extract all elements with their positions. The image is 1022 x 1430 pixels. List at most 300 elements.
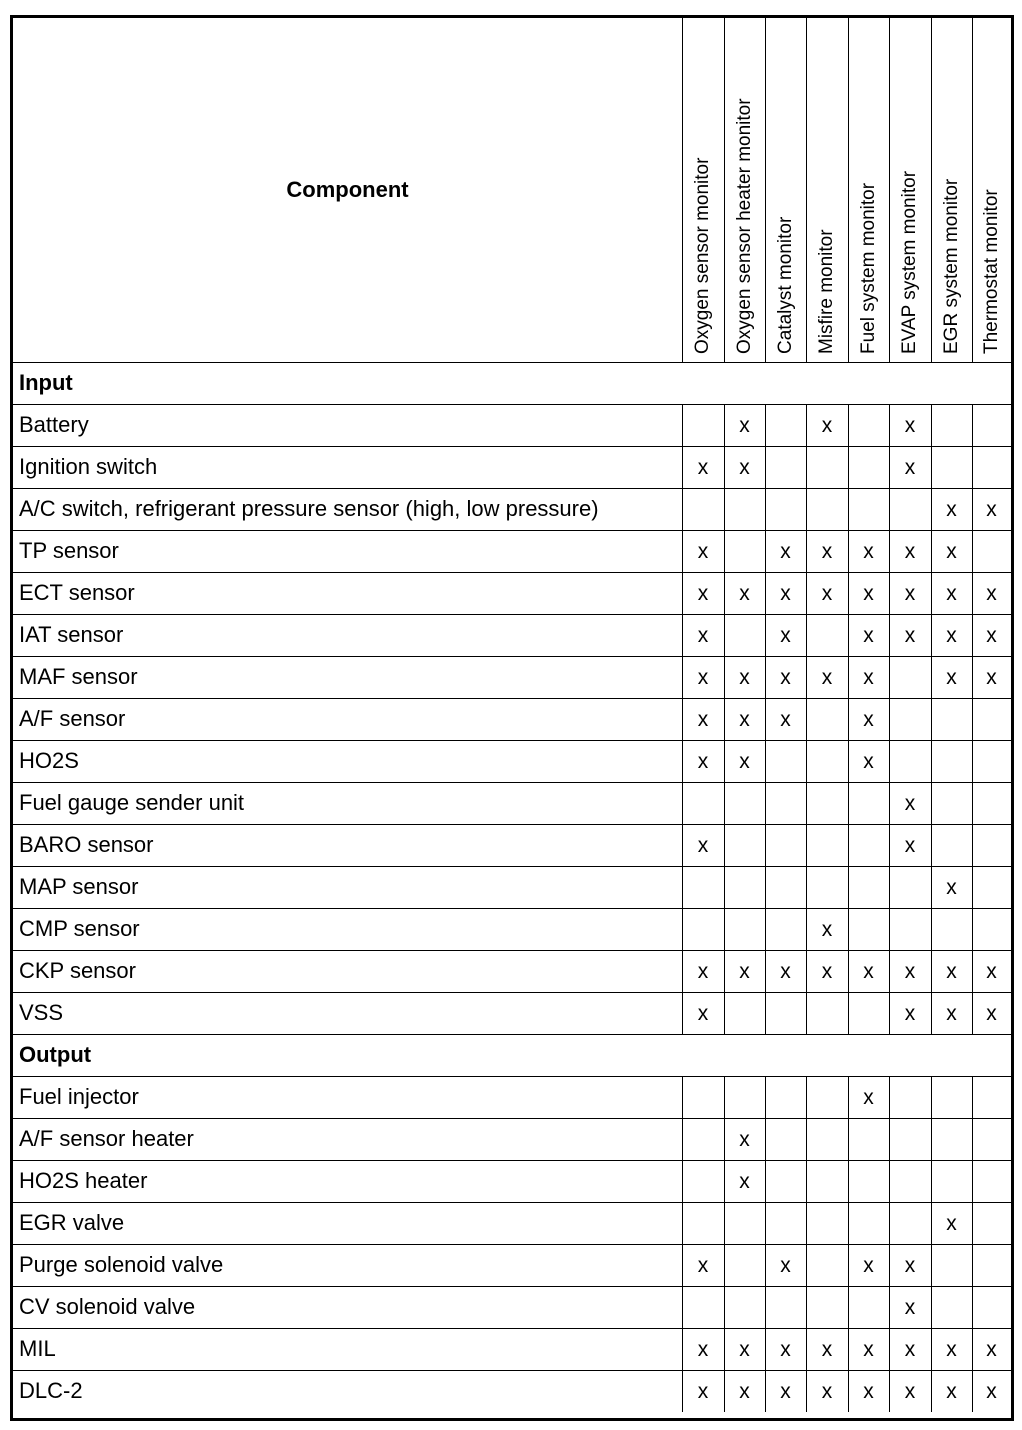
table-row — [13, 866, 1011, 908]
grid-line — [13, 362, 1011, 363]
monitor-cell: x — [821, 540, 833, 563]
grid-line — [972, 1244, 973, 1286]
monitor-cell: x — [946, 666, 957, 689]
monitor-cell: x — [821, 1380, 833, 1403]
table-row — [13, 488, 1011, 530]
monitor-cell — [972, 446, 1011, 488]
grid-line — [972, 992, 973, 1034]
monitor-cell — [682, 782, 724, 824]
grid-line — [806, 530, 807, 572]
grid-line — [806, 404, 807, 446]
grid-line — [682, 404, 683, 446]
monitor-cell — [972, 404, 1011, 446]
monitor-cell — [848, 1202, 889, 1244]
grid-line — [972, 866, 973, 908]
grid-line — [682, 740, 683, 782]
grid-line — [931, 740, 932, 782]
monitor-cell — [848, 866, 889, 908]
grid-line — [806, 992, 807, 1034]
grid-line — [931, 698, 932, 740]
grid-line — [682, 1328, 683, 1370]
monitor-cell — [765, 446, 806, 488]
grid-line — [848, 1244, 849, 1286]
grid-line — [765, 824, 766, 866]
grid-line — [682, 656, 683, 698]
grid-line — [724, 1118, 725, 1160]
grid-line — [682, 1244, 683, 1286]
grid-line — [682, 866, 683, 908]
table-row — [13, 992, 1011, 1034]
monitor-cell — [806, 1160, 848, 1202]
grid-line — [13, 908, 1011, 909]
grid-line — [765, 1370, 766, 1412]
grid-line — [724, 488, 725, 530]
grid-line — [848, 824, 849, 866]
monitor-cell — [848, 488, 889, 530]
grid-line — [889, 1202, 890, 1244]
component-label: A/C switch, refrigerant pressure sensor (high, low pressure) — [19, 496, 599, 521]
monitor-cell — [806, 992, 848, 1034]
monitor-column-label: EVAP system monitor — [899, 170, 920, 354]
grid-line — [13, 992, 1011, 993]
monitor-column-header — [724, 18, 765, 362]
grid-line — [13, 614, 1011, 615]
monitor-cell: x — [697, 1338, 709, 1361]
grid-line — [848, 656, 849, 698]
monitor-cell — [806, 824, 848, 866]
grid-line — [931, 404, 932, 446]
monitor-cell — [724, 782, 765, 824]
monitor-cell: x — [946, 540, 957, 563]
monitor-cell — [889, 656, 931, 698]
grid-line — [13, 950, 1011, 951]
monitor-column-header — [682, 18, 724, 362]
grid-line — [931, 488, 932, 530]
monitor-cell — [972, 1076, 1011, 1118]
monitor-cell: x — [697, 540, 709, 563]
grid-line — [931, 1244, 932, 1286]
monitor-cell: x — [821, 918, 833, 941]
grid-line — [765, 18, 766, 362]
monitor-cell: x — [904, 960, 916, 983]
monitor-column-label: Fuel system monitor — [857, 182, 879, 354]
monitor-cell: x — [863, 624, 874, 647]
grid-line — [848, 572, 849, 614]
monitor-cell: x — [739, 1380, 750, 1403]
monitor-cell — [806, 488, 848, 530]
grid-line — [931, 1286, 932, 1328]
grid-line — [806, 698, 807, 740]
grid-line — [889, 572, 890, 614]
monitor-cell — [806, 782, 848, 824]
monitor-cell: x — [739, 1128, 750, 1151]
grid-line — [682, 782, 683, 824]
monitor-cell: x — [986, 960, 997, 983]
grid-line — [972, 1118, 973, 1160]
grid-line — [848, 488, 849, 530]
monitor-cell — [972, 1118, 1011, 1160]
monitor-cell — [848, 1160, 889, 1202]
grid-line — [682, 1286, 683, 1328]
monitor-cell: x — [863, 1338, 874, 1361]
grid-line — [931, 824, 932, 866]
grid-line — [972, 656, 973, 698]
grid-line — [724, 866, 725, 908]
grid-line — [13, 656, 1011, 657]
monitor-cell: x — [780, 666, 791, 689]
grid-line — [765, 740, 766, 782]
table-row — [13, 950, 1011, 992]
monitor-column-label: Catalyst monitor — [774, 216, 796, 354]
grid-line — [806, 866, 807, 908]
grid-line — [972, 740, 973, 782]
grid-line — [765, 908, 766, 950]
monitor-cell: x — [780, 540, 791, 563]
grid-line — [972, 18, 973, 362]
grid-line — [972, 1286, 973, 1328]
monitor-cell — [931, 1076, 972, 1118]
monitor-cell — [972, 1244, 1011, 1286]
grid-line — [765, 1160, 766, 1202]
component-header: Component — [286, 177, 409, 202]
monitor-cell: x — [821, 666, 833, 689]
grid-line — [13, 1244, 1011, 1245]
grid-line — [848, 1370, 849, 1412]
monitor-column-header — [972, 18, 1011, 362]
component-label: CMP sensor — [19, 916, 140, 941]
grid-line — [765, 446, 766, 488]
monitor-cell: x — [697, 456, 709, 479]
grid-line — [806, 1370, 807, 1412]
grid-line — [13, 1328, 1011, 1329]
grid-line — [889, 1370, 890, 1412]
table-row — [13, 908, 1011, 950]
grid-line — [806, 1286, 807, 1328]
monitor-cell — [806, 866, 848, 908]
monitor-cell: x — [739, 1170, 750, 1193]
grid-line — [724, 908, 725, 950]
monitor-cell — [724, 866, 765, 908]
grid-line — [848, 530, 849, 572]
grid-line — [889, 404, 890, 446]
grid-line — [13, 1118, 1011, 1119]
component-label: IAT sensor — [19, 622, 124, 647]
grid-line — [765, 488, 766, 530]
grid-line — [13, 1034, 1011, 1035]
monitor-cell: x — [863, 1254, 874, 1277]
table-row — [13, 824, 1011, 866]
component-label: A/F sensor — [19, 706, 126, 731]
grid-line — [848, 698, 849, 740]
grid-line — [765, 1076, 766, 1118]
grid-line — [806, 1202, 807, 1244]
grid-line — [972, 446, 973, 488]
grid-line — [13, 824, 1011, 825]
grid-line — [972, 908, 973, 950]
monitor-cell — [724, 992, 765, 1034]
monitor-cell: x — [821, 582, 833, 605]
monitor-cell: x — [780, 960, 791, 983]
grid-line — [682, 572, 683, 614]
grid-line — [931, 992, 932, 1034]
monitor-cell: x — [780, 1338, 791, 1361]
monitor-cell — [682, 404, 724, 446]
component-monitor-table — [10, 15, 1014, 1421]
grid-line — [889, 1244, 890, 1286]
grid-line — [724, 1076, 725, 1118]
monitor-cell: x — [986, 1380, 997, 1403]
monitor-cell — [848, 992, 889, 1034]
grid-line — [806, 824, 807, 866]
grid-line — [724, 1202, 725, 1244]
monitor-cell — [889, 1202, 931, 1244]
monitor-column-header — [931, 18, 972, 362]
grid-line — [889, 782, 890, 824]
grid-line — [765, 866, 766, 908]
grid-line — [765, 1286, 766, 1328]
grid-line — [724, 404, 725, 446]
component-label: MIL — [19, 1336, 56, 1361]
grid-line — [848, 740, 849, 782]
grid-line — [931, 1118, 932, 1160]
monitor-cell — [806, 446, 848, 488]
grid-line — [889, 824, 890, 866]
monitor-cell — [682, 908, 724, 950]
monitor-cell: x — [697, 1254, 709, 1277]
grid-line — [931, 866, 932, 908]
monitor-cell — [889, 488, 931, 530]
monitor-cell — [682, 488, 724, 530]
monitor-cell — [724, 1202, 765, 1244]
grid-line — [806, 1244, 807, 1286]
table-row — [13, 572, 1011, 614]
monitor-cell — [806, 1244, 848, 1286]
grid-line — [724, 614, 725, 656]
monitor-column-label: Oxygen sensor monitor — [692, 157, 713, 354]
monitor-cell — [806, 1118, 848, 1160]
monitor-column-header — [848, 18, 889, 362]
monitor-cell: x — [904, 1296, 916, 1319]
monitor-cell: x — [821, 1338, 833, 1361]
grid-line — [972, 950, 973, 992]
monitor-cell: x — [986, 498, 997, 521]
monitor-cell — [682, 1118, 724, 1160]
monitor-cell — [889, 1118, 931, 1160]
grid-line — [931, 446, 932, 488]
monitor-cell — [931, 1286, 972, 1328]
monitor-cell: x — [863, 1380, 874, 1403]
grid-line — [931, 1328, 932, 1370]
grid-line — [682, 950, 683, 992]
grid-line — [806, 740, 807, 782]
grid-line — [682, 1370, 683, 1412]
grid-line — [806, 656, 807, 698]
grid-line — [889, 950, 890, 992]
grid-line — [765, 614, 766, 656]
table-row — [13, 404, 1011, 446]
monitor-cell: x — [904, 792, 916, 815]
monitor-cell — [682, 866, 724, 908]
table-row — [13, 656, 1011, 698]
table-row — [13, 1118, 1011, 1160]
monitor-cell: x — [697, 834, 709, 857]
grid-line — [848, 866, 849, 908]
component-label: HO2S heater — [19, 1168, 148, 1193]
grid-line — [806, 1328, 807, 1370]
grid-line — [806, 782, 807, 824]
monitor-cell: x — [986, 582, 997, 605]
grid-line — [682, 614, 683, 656]
grid-line — [848, 782, 849, 824]
monitor-cell: x — [780, 1380, 791, 1403]
section-row — [13, 362, 1011, 404]
monitor-cell — [682, 1202, 724, 1244]
monitor-cell — [931, 404, 972, 446]
monitor-cell — [848, 446, 889, 488]
grid-line — [682, 488, 683, 530]
grid-line — [848, 908, 849, 950]
grid-line — [931, 530, 932, 572]
monitor-cell — [972, 782, 1011, 824]
grid-line — [682, 1118, 683, 1160]
grid-line — [13, 1370, 1011, 1371]
grid-line — [931, 1370, 932, 1412]
component-label: Fuel gauge sender unit — [19, 790, 245, 815]
monitor-cell — [765, 404, 806, 446]
grid-line — [931, 656, 932, 698]
monitor-cell: x — [697, 624, 709, 647]
monitor-cell: x — [821, 960, 833, 983]
monitor-cell — [806, 698, 848, 740]
grid-line — [13, 698, 1011, 699]
monitor-cell: x — [739, 414, 750, 437]
grid-line — [889, 866, 890, 908]
monitor-cell — [972, 530, 1011, 572]
grid-line — [931, 782, 932, 824]
component-label: Battery — [19, 412, 89, 437]
grid-line — [806, 446, 807, 488]
monitor-cell — [931, 824, 972, 866]
grid-line — [13, 740, 1011, 741]
monitor-column-header — [806, 18, 848, 362]
monitor-cell — [724, 614, 765, 656]
monitor-cell — [972, 698, 1011, 740]
monitor-cell: x — [986, 624, 997, 647]
grid-line — [724, 698, 725, 740]
grid-line — [806, 614, 807, 656]
grid-line — [889, 488, 890, 530]
monitor-cell: x — [780, 708, 791, 731]
table-row — [13, 1244, 1011, 1286]
monitor-cell — [931, 740, 972, 782]
grid-line — [931, 572, 932, 614]
monitor-cell: x — [946, 624, 957, 647]
monitor-cell — [848, 404, 889, 446]
monitor-cell — [765, 740, 806, 782]
grid-line — [889, 614, 890, 656]
monitor-cell — [765, 992, 806, 1034]
grid-line — [765, 404, 766, 446]
monitor-cell: x — [904, 624, 916, 647]
grid-line — [848, 1118, 849, 1160]
table-row — [13, 530, 1011, 572]
monitor-cell — [972, 1286, 1011, 1328]
monitor-cell — [806, 614, 848, 656]
monitor-cell: x — [697, 582, 709, 605]
component-label: Purge solenoid valve — [19, 1252, 224, 1277]
monitor-cell — [724, 908, 765, 950]
grid-line — [724, 782, 725, 824]
monitor-cell: x — [863, 540, 874, 563]
monitor-cell — [806, 1076, 848, 1118]
grid-line — [806, 1118, 807, 1160]
grid-line — [13, 446, 1011, 447]
monitor-cell: x — [739, 750, 750, 773]
component-label: VSS — [19, 1000, 64, 1025]
grid-line — [682, 908, 683, 950]
grid-line — [931, 1202, 932, 1244]
monitor-cell: x — [863, 582, 874, 605]
monitor-cell — [724, 1244, 765, 1286]
grid-line — [13, 782, 1011, 783]
grid-line — [889, 908, 890, 950]
table-row — [13, 1328, 1011, 1370]
monitor-cell — [931, 908, 972, 950]
component-label: ECT sensor — [19, 580, 135, 605]
grid-line — [724, 18, 725, 362]
grid-line — [13, 1202, 1011, 1203]
monitor-column-header — [889, 18, 931, 362]
grid-line — [724, 1286, 725, 1328]
monitor-cell — [972, 1202, 1011, 1244]
grid-line — [931, 18, 932, 362]
grid-line — [848, 404, 849, 446]
grid-line — [931, 1160, 932, 1202]
monitor-cell — [972, 866, 1011, 908]
grid-line — [13, 1286, 1011, 1287]
grid-line — [972, 488, 973, 530]
grid-line — [806, 908, 807, 950]
grid-line — [972, 1370, 973, 1412]
grid-line — [13, 404, 1011, 405]
monitor-cell — [724, 1286, 765, 1328]
grid-line — [724, 824, 725, 866]
monitor-cell: x — [697, 666, 709, 689]
monitor-cell: x — [863, 750, 874, 773]
section-label: Output — [19, 1042, 92, 1067]
grid-line — [972, 1328, 973, 1370]
monitor-cell — [765, 908, 806, 950]
grid-line — [765, 698, 766, 740]
grid-line — [889, 1328, 890, 1370]
monitor-cell: x — [986, 1338, 997, 1361]
component-label: EGR valve — [19, 1210, 125, 1235]
grid-line — [972, 1202, 973, 1244]
monitor-cell: x — [946, 1212, 957, 1235]
grid-line — [724, 992, 725, 1034]
grid-line — [13, 530, 1011, 531]
grid-line — [682, 992, 683, 1034]
monitor-cell: x — [739, 960, 750, 983]
monitor-cell — [806, 740, 848, 782]
monitor-cell: x — [863, 708, 874, 731]
grid-line — [765, 1328, 766, 1370]
monitor-column-label: EGR system monitor — [940, 178, 962, 354]
grid-line — [889, 446, 890, 488]
monitor-cell: x — [739, 708, 750, 731]
grid-line — [724, 1160, 725, 1202]
monitor-column-label: Oxygen sensor heater monitor — [733, 98, 755, 354]
